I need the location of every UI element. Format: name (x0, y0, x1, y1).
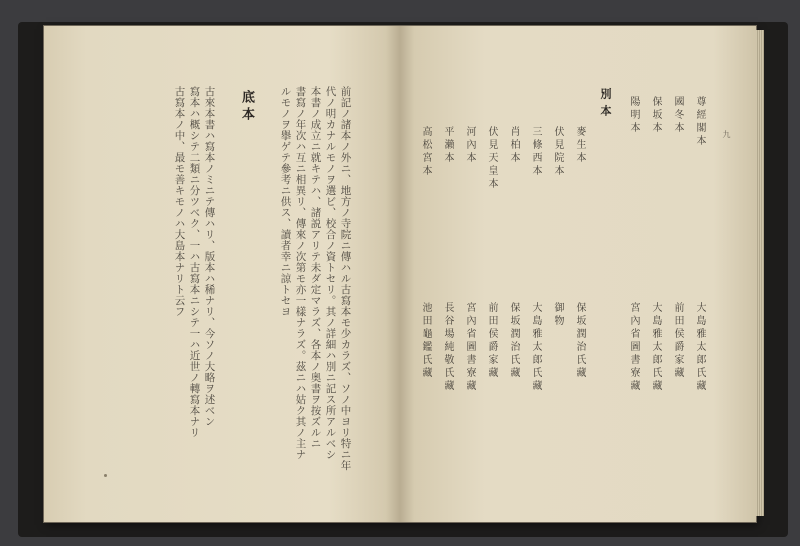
entry-owner: 池田龜鑑氏藏 (420, 302, 431, 380)
entry-label: 陽明本 (628, 96, 639, 135)
entry-owner: 長谷場純敬氏藏 (442, 302, 453, 393)
entry-owner: 宮內省圖書寮藏 (628, 302, 639, 393)
body-column: 前記ノ諸本ノ外ニ、地方ノ寺院ニ傳ハル古寫本モ少カラズ、ソノ中ヨリ特ニ年 (339, 86, 352, 471)
body-column: ルモノヲ擧ゲテ參考ニ供ス、讀者幸ニ諒トセヨ (279, 86, 292, 317)
body-column: 本書ノ成立ニ就キテハ、諸説アリテ未ダ定マラズ、各本ノ奥書ヲ按ズルニ (309, 86, 322, 449)
entry-label: 伏見天皇本 (486, 126, 497, 191)
entry-owner: 前田侯爵家藏 (486, 302, 497, 380)
entry-label: 平瀨本 (442, 126, 453, 165)
open-book (44, 26, 756, 522)
entry-owner: 御物 (552, 302, 563, 328)
entry-label: 國冬本 (672, 96, 683, 135)
entry-label: 三條西本 (530, 126, 541, 178)
entry-owner: 大島雅太郎氏藏 (650, 302, 661, 393)
entry-owner: 大島雅太郎氏藏 (694, 302, 705, 393)
entry-owner: 宮內省圖書寮藏 (464, 302, 475, 393)
entry-label: 河內本 (464, 126, 475, 165)
entry-label: 尊經閣本 (694, 96, 705, 148)
entry-label: 麥生本 (574, 126, 585, 165)
entry-label: 保坂本 (650, 96, 661, 135)
entry-owner: 保坂潤治氏藏 (574, 302, 585, 380)
folio-dot (104, 474, 107, 477)
body-column: 代ノ明カナルモノヲ選ビ、校合ノ資トセリ。其ノ詳細ハ別ニ記ス所アルベシ (324, 86, 337, 460)
page-number: 九 (722, 130, 731, 138)
entry-owner: 保坂潤治氏藏 (508, 302, 519, 380)
body-column: 寫本ハ概シテ二類ニ分ツベク、一ハ古寫本ニシテ一ハ近世ノ轉寫本ナリ (188, 86, 201, 438)
entry-label: 肖柏本 (508, 126, 519, 165)
section-title: 別本 (599, 88, 612, 122)
entry-label: 伏見院本 (552, 126, 563, 178)
body-column: 古寫本ノ中、最モ善キモノハ大島本ナリト云フ (173, 86, 186, 317)
entry-owner: 大島雅太郎氏藏 (530, 302, 541, 393)
left-page (44, 26, 396, 522)
entry-label: 高松宮本 (420, 126, 431, 178)
entry-owner: 前田侯爵家藏 (672, 302, 683, 380)
body-column: 書寫ノ年次ハ互ニ相異リ、傳來ノ次第モ亦一樣ナラズ。茲ニハ姑ク其ノ主ナ (294, 86, 307, 460)
body-column: 古來本書ハ寫本ノミニテ傳ハリ、版本ハ稀ナリ、今ソノ大略ヲ述ベン (203, 86, 216, 427)
right-page (404, 26, 756, 522)
section-heading: 底本 (239, 90, 254, 124)
